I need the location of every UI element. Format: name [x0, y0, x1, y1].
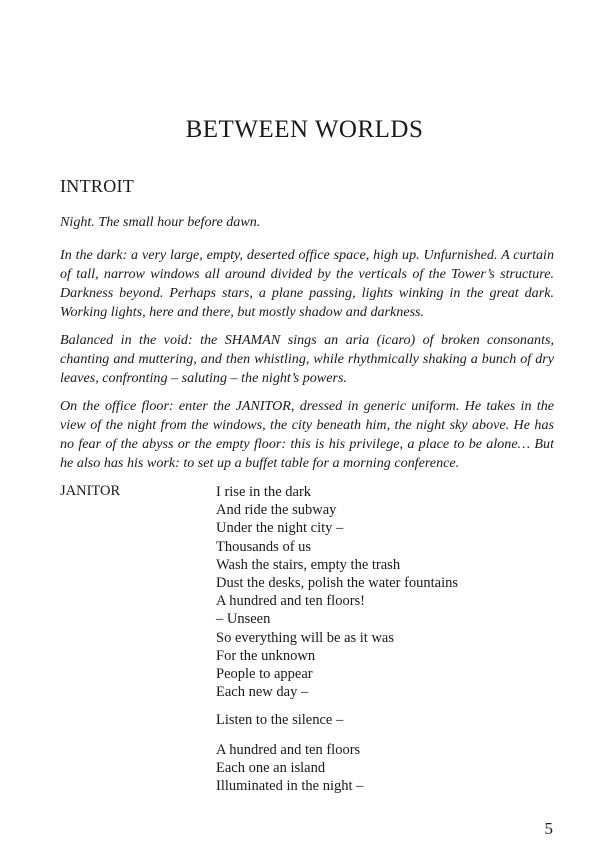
verse-line: Each new day – — [216, 684, 309, 701]
verse-line: People to appear — [216, 666, 313, 683]
verse-line: I rise in the dark — [216, 484, 312, 500]
speaker-name: JANITOR — [60, 483, 121, 499]
verse-line: For the unknown — [216, 647, 316, 664]
verse-line: Thousands of us — [216, 538, 312, 555]
verse-line: – Unseen — [216, 611, 271, 628]
verse-line: Illuminated in the night – — [216, 778, 364, 795]
verse-line: Under the night city – — [216, 520, 344, 537]
verse-stanza — [216, 483, 546, 701]
section-heading: INTROIT — [60, 176, 135, 196]
stage-direction: Balanced in the void: the SHAMAN sings an aria (icaro) of broken consonants, chanting and muttering, and then whistling, while rhythmically shaking a bunch of dry leaves, confronting – saluting – the night’s powers. — [60, 332, 554, 386]
stage-direction: In the dark: a very large, empty, deserted office space, high up. Unfurnished. A curtain of tall, narrow windows all around divided by the verticals of the Tower’s structure. Darkness beyond. Perhaps stars, a plane passing, lights winking in the great dark. Working lights, here and there, but mostly shadow and darkness. — [60, 247, 554, 320]
verse-line: Wash the stairs, empty the trash — [216, 556, 401, 573]
verse-line: A hundred and ten floors! — [216, 593, 365, 610]
verse-line: Dust the desks, polish the water fountains — [216, 575, 459, 592]
page-title: BETWEEN WORLDS — [185, 116, 424, 143]
verse-line: So everything will be as it was — [216, 629, 395, 646]
verse-line: A hundred and ten floors — [216, 742, 361, 758]
verse-stanza — [216, 741, 546, 796]
stage-direction: On the office floor: enter the JANITOR, dressed in generic uniform. He takes in the view of the night from the windows, the city beneath him, the night sky above. He has no fear of the abyss or the empty floor: this is his privilege, a place to be alone… But he also has his work: to set up a buffet table for a morning conference. — [60, 398, 554, 471]
stage-direction: Night. The small hour before dawn. — [60, 214, 261, 230]
verse-line: Each one an island — [216, 760, 326, 777]
verse-stanza — [216, 711, 546, 729]
verse-line: Listen to the silence – — [216, 712, 344, 728]
page-number: 5 — [544, 819, 553, 838]
verse-line: And ride the subway — [216, 502, 337, 519]
